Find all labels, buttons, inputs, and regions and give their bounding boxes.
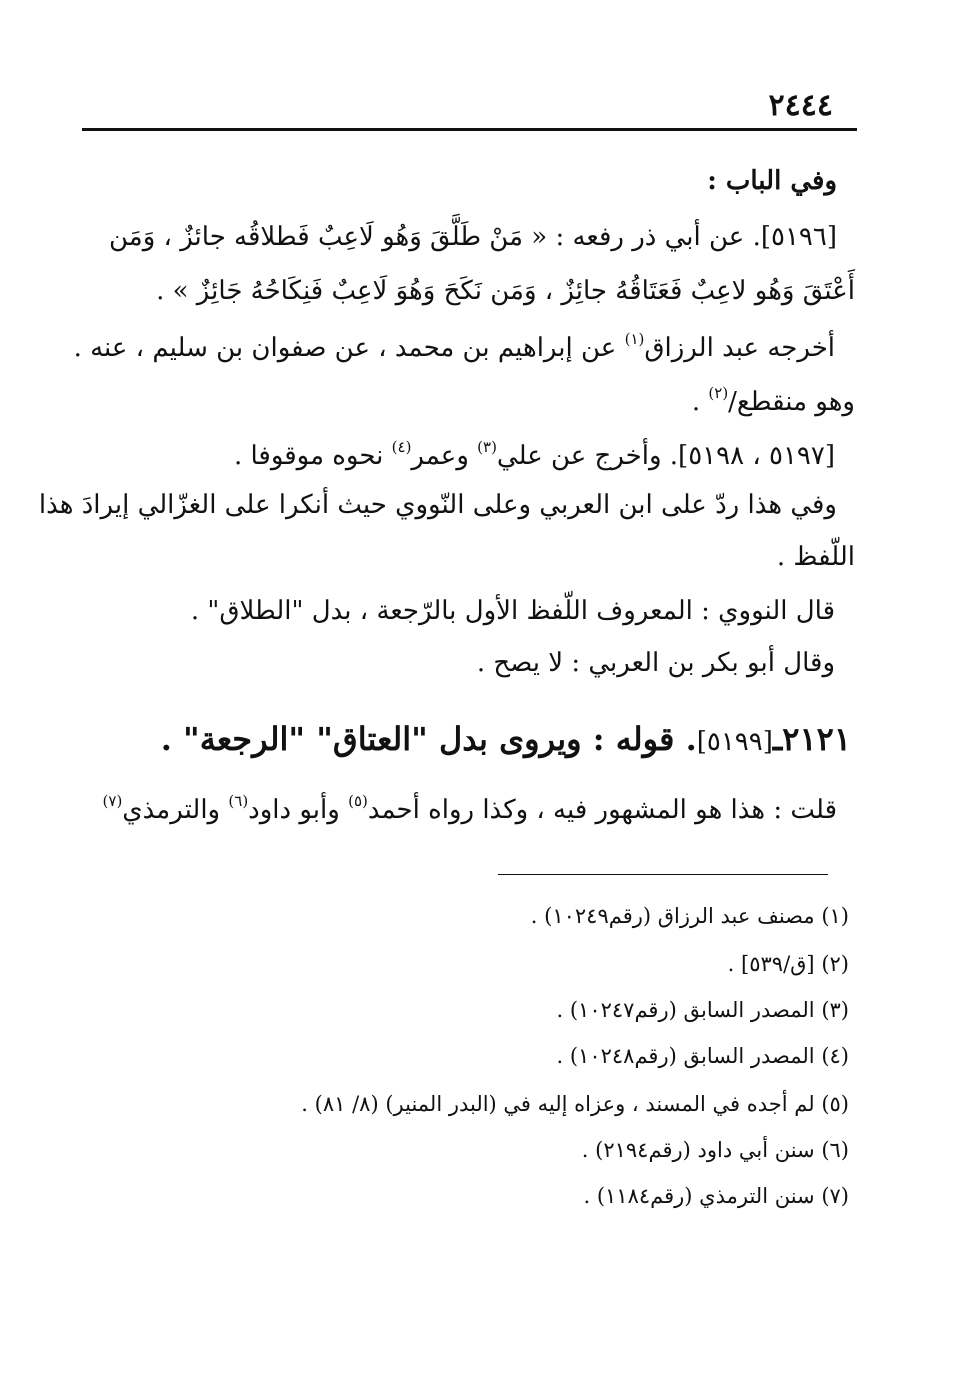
footnote-3 (557, 998, 850, 1023)
text-line-10-c: والترمذي (122, 795, 221, 825)
page-number: ٢٤٤٤ (768, 88, 833, 123)
footnote-text: [ق/٥٣٩] . (727, 952, 815, 976)
footnote-ref-3[interactable]: (٣) (477, 438, 497, 456)
footnote-text: سنن أبي داود (رقم٢١٩٤) . (581, 1138, 815, 1162)
footnote-6 (582, 1138, 849, 1163)
footnote-text: لم أجده في المسند ، وعزاه إليه في (البدر المنير) (٨/ ٨١) . (301, 1092, 815, 1116)
header-rule (82, 128, 857, 131)
footnote-number: (٣) (821, 998, 849, 1022)
text-line-9: وقال أبو بكر بن العربي : لا يصح . (476, 648, 835, 678)
text-line-3-a: أخرجه عبد الرزاق (644, 333, 835, 363)
footnote-number: (٥) (821, 1092, 849, 1116)
footnote-number: (٧) (821, 1184, 849, 1208)
footnote-ref-5[interactable]: (٥) (348, 792, 368, 810)
text-line-10-b: وأبو داود (248, 795, 340, 825)
text-line-3-b: عن إبراهيم بن محمد ، عن صفوان بن سليم ، عنه . (73, 333, 617, 363)
footnote-1 (531, 904, 849, 929)
footnote-separator (498, 874, 828, 875)
section-title: وفي الباب : (707, 166, 837, 196)
text-line-8: قال النووي : المعروف اللّفظ الأول بالرّجعة ، بدل "الطلاق" . (190, 596, 835, 626)
text-line-2: أَعْتَقَ وَهُو لاعِبٌ فَعَتَاقُهُ جائِزٌ ، وَمَن نَكَحَ وَهُوَ لَاعِبٌ فَنِكَاحُهُ جَائِزٌ » . (156, 276, 855, 306)
heading-ref: [٥١٩٩] (696, 727, 773, 757)
text-line-1: [٥١٩٦]. عن أبي ذر رفعه : « مَنْ طَلَّقَ وَهُو لَاعِبٌ فَطلاقُه جائزٌ ، وَمَن (109, 222, 837, 252)
text-line-5 (234, 438, 835, 472)
text-line-5-c: نحوه موقوفا . (233, 441, 384, 471)
text-line-10 (103, 792, 837, 826)
text-line-10-a: قلت : هذا هو المشهور فيه ، وكذا رواه أحمد (367, 795, 837, 825)
footnote-text: المصدر السابق (رقم١٠٢٤٧) . (556, 998, 815, 1022)
text-line-4 (692, 384, 855, 418)
section-heading (161, 720, 851, 758)
footnote-number: (٤) (821, 1044, 849, 1068)
text-line-5-a: [٥١٩٧ ، ٥١٩٨]. وأخرج عن علي (496, 441, 835, 471)
footnote-ref-2[interactable]: (٢) (708, 384, 729, 402)
footnote-ref-4[interactable]: (٤) (391, 438, 412, 456)
footnote-ref-1[interactable]: (١) (624, 330, 645, 348)
footnote-ref-7[interactable]: (٧) (102, 792, 123, 810)
text-line-6: وفي هذا ردّ على ابن العربي وعلى النّووي حيث أنكرا على الغزّالي إيرادَ هذا (38, 490, 837, 520)
footnote-number: (٢) (821, 952, 849, 976)
footnote-text: مصنف عبد الرزاق (رقم١٠٢٤٩) . (530, 904, 815, 928)
footnote-number: (٦) (821, 1138, 849, 1162)
footnote-5 (301, 1092, 849, 1117)
footnote-2 (728, 952, 849, 977)
text-line-4-a: وهو منقطع/ (728, 387, 855, 417)
footnote-number: (١) (821, 904, 849, 928)
heading-number: ٢١٢١ـ (772, 720, 851, 758)
footnote-4 (557, 1044, 850, 1069)
footnote-ref-6[interactable]: (٦) (228, 792, 249, 810)
heading-text: . قوله : ويروى بدل "العتاق" "الرجعة" . (160, 720, 697, 758)
text-line-7: اللّفظ . (776, 542, 855, 572)
footnote-text: سنن الترمذي (رقم١١٨٤) . (583, 1184, 815, 1208)
text-line-4-b: . (691, 387, 701, 417)
footnote-text: المصدر السابق (رقم١٠٢٤٨) . (556, 1044, 815, 1068)
text-line-5-b: وعمر (411, 441, 469, 471)
footnote-7 (583, 1184, 849, 1209)
text-line-3 (74, 330, 835, 364)
